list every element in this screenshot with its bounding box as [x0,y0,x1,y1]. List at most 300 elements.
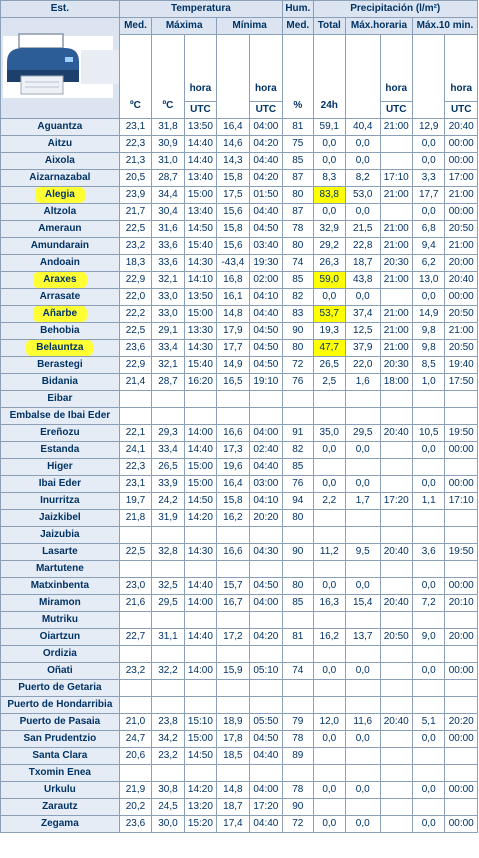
precip-max-10min-time: 17:00 [445,170,478,187]
col-temperatura: Temperatura [119,1,282,18]
station-name: Txomin Enea [1,765,120,782]
precip-max-hour [346,765,381,782]
precip-max-hour: 0,0 [346,153,381,170]
precip-max-hour-time [380,612,412,629]
hum-med: 76 [283,374,313,391]
temp-med: 21,4 [119,374,151,391]
table-row [1,374,478,391]
precip-max-10min-time: 20:50 [445,340,478,357]
temp-min: 15,6 [217,204,249,221]
precip-total: 19,3 [313,323,345,340]
table-row [1,765,478,782]
precip-max-10min: 12,9 [412,119,444,136]
temp-min: 18,5 [217,748,249,765]
precip-max-hour-time: 21:00 [380,238,412,255]
station-name: Aizarnazabal [1,170,120,187]
temp-min-time: 04:40 [249,816,282,833]
temp-min-time [249,765,282,782]
temp-min-time: 04:00 [249,425,282,442]
temp-max-time: 14:00 [184,663,216,680]
precip-max-10min-time: 21:00 [445,187,478,204]
temp-min-time [249,697,282,714]
temp-max: 33,9 [152,476,184,493]
temp-min-time [249,527,282,544]
table-row [1,714,478,731]
hum-med: 74 [283,255,313,272]
temp-med [119,561,151,578]
precip-total: 16,2 [313,629,345,646]
temp-min [217,680,249,697]
hum-med: 87 [283,170,313,187]
precip-max-hour-time: 18:00 [380,374,412,391]
station-name [1,306,120,323]
unit-min-utc: UTC [249,102,282,119]
temp-min-time: 04:40 [249,306,282,323]
precip-max-hour [346,799,381,816]
precip-max-10min [412,748,444,765]
precip-max-10min-time: 20:40 [445,272,478,289]
temp-max [152,612,184,629]
precip-max-10min: 0,0 [412,289,444,306]
unit-10-val [412,35,444,119]
station-name: Zegama [1,816,120,833]
temp-max-time: 15:20 [184,816,216,833]
precip-max-hour [346,527,381,544]
unit-total: 24h [313,35,345,119]
temp-min-time: 04:10 [249,289,282,306]
temp-med: 23,9 [119,187,151,204]
precip-total: 29,2 [313,238,345,255]
temp-max: 29,5 [152,595,184,612]
precip-max-10min [412,391,444,408]
station-name: Bidania [1,374,120,391]
table-row [1,646,478,663]
col-hum-med: Med. [283,18,313,35]
hum-med: 80 [283,578,313,595]
table-row [1,476,478,493]
temp-max [152,765,184,782]
precip-max-hour-time [380,561,412,578]
precip-total: 59,0 [313,272,345,289]
table-row [1,306,478,323]
precip-max-10min [412,612,444,629]
temp-max: 33,6 [152,238,184,255]
precip-max-10min: 0,0 [412,578,444,595]
temp-min-time: 04:50 [249,357,282,374]
precip-total: 0,0 [313,663,345,680]
col-temp-max: Máxima [152,18,217,35]
precip-max-10min-time: 20:00 [445,255,478,272]
temp-max-time: 14:30 [184,255,216,272]
table-row [1,204,478,221]
temp-max: 33,4 [152,442,184,459]
precip-max-hour [346,680,381,697]
hum-med: 89 [283,748,313,765]
precip-max-hour: 22,8 [346,238,381,255]
precip-max-10min: 9,4 [412,238,444,255]
unit-hum: % [283,35,313,119]
temp-max-time: 14:40 [184,136,216,153]
temp-max: 30,0 [152,816,184,833]
hum-med: 85 [283,272,313,289]
temp-max: 24,5 [152,799,184,816]
precip-max-hour-time: 20:40 [380,425,412,442]
temp-min: 18,7 [217,799,249,816]
table-row [1,595,478,612]
temp-med: 22,3 [119,136,151,153]
precip-max-10min-time: 17:50 [445,374,478,391]
station-name: Behobia [1,323,120,340]
station-name: Martutene [1,561,120,578]
precip-max-hour-time: 21:00 [380,323,412,340]
temp-med [119,680,151,697]
table-row [1,221,478,238]
temp-min-time: 04:00 [249,782,282,799]
precip-max-hour [346,561,381,578]
precip-max-hour-time: 21:00 [380,340,412,357]
temp-min-time: 04:50 [249,578,282,595]
temp-max-time: 13:50 [184,119,216,136]
unit-hor-utc: UTC [380,102,412,119]
temp-min-time: 05:10 [249,663,282,680]
hum-med: 75 [283,136,313,153]
temp-max-time: 14:40 [184,442,216,459]
precip-max-hour: 37,4 [346,306,381,323]
temp-max-time: 14:40 [184,153,216,170]
station-name: Ibai Eder [1,476,120,493]
table-row [1,408,478,425]
hum-med: 78 [283,731,313,748]
hum-med: 72 [283,816,313,833]
precip-max-10min-time: 00:00 [445,136,478,153]
precip-max-hour: 21,5 [346,221,381,238]
table-row [1,323,478,340]
station-name: Puerto de Hondarribia [1,697,120,714]
precip-max-hour: 0,0 [346,816,381,833]
temp-med: 22,5 [119,544,151,561]
precip-max-hour-time: 21:00 [380,187,412,204]
hum-med [283,680,313,697]
temp-max-time [184,680,216,697]
temp-max [152,561,184,578]
hum-med [283,391,313,408]
precip-max-10min-time: 00:00 [445,663,478,680]
precip-max-hour-time [380,510,412,527]
temp-med: 18,3 [119,255,151,272]
temp-max: 32,8 [152,544,184,561]
station-name: Jaizubia [1,527,120,544]
temp-max: 34,4 [152,187,184,204]
temp-max: 33,6 [152,255,184,272]
temp-min-time: 04:10 [249,493,282,510]
precip-max-hour-time: 21:00 [380,272,412,289]
temp-min: 16,6 [217,544,249,561]
hum-med: 87 [283,204,313,221]
table-row [1,153,478,170]
temp-min-time: 04:00 [249,119,282,136]
precip-max-10min: 8,5 [412,357,444,374]
temp-max-time [184,612,216,629]
temp-min-time [249,646,282,663]
precip-max-10min-time: 20:50 [445,306,478,323]
precip-max-10min-time: 00:00 [445,204,478,221]
station-name: Puerto de Pasaia [1,714,120,731]
temp-max-time [184,391,216,408]
temp-max-time: 14:20 [184,510,216,527]
col-est: Est. [1,1,120,18]
temp-min: 17,3 [217,442,249,459]
temp-min-time: 04:40 [249,748,282,765]
table-row [1,782,478,799]
hum-med: 82 [283,442,313,459]
temp-max-time: 13:20 [184,799,216,816]
precip-max-hour-time [380,765,412,782]
hum-med [283,408,313,425]
precip-max-10min [412,765,444,782]
temp-med: 23,6 [119,816,151,833]
temp-min-time: 04:20 [249,136,282,153]
precip-max-10min-time [445,510,478,527]
station-name-highlight: Araxes [33,272,86,288]
temp-max: 31,1 [152,629,184,646]
hum-med: 81 [283,629,313,646]
station-name: Aguantza [1,119,120,136]
station-name [1,187,120,204]
precip-max-10min-time: 19:40 [445,357,478,374]
table-row [1,136,478,153]
precip-max-hour: 1,7 [346,493,381,510]
hum-med [283,561,313,578]
precip-max-hour: 0,0 [346,731,381,748]
precip-max-hour: 8,2 [346,170,381,187]
table-row [1,748,478,765]
temp-med [119,391,151,408]
temp-max: 26,5 [152,459,184,476]
temp-min [217,561,249,578]
precip-max-hour-time [380,442,412,459]
station-name-highlight: Belauntza [26,340,93,356]
temp-min: 15,9 [217,663,249,680]
temp-med: 22,1 [119,425,151,442]
precip-total: 0,0 [313,816,345,833]
precip-total: 26,5 [313,357,345,374]
precip-max-hour-time [380,408,412,425]
temp-max-time: 14:50 [184,221,216,238]
station-name: Berastegi [1,357,120,374]
station-name: Aixola [1,153,120,170]
temp-min: 17,7 [217,340,249,357]
hum-med: 80 [283,340,313,357]
unit-med: ºC [119,35,151,119]
hum-med: 74 [283,663,313,680]
station-name: Miramon [1,595,120,612]
precip-max-hour: 0,0 [346,136,381,153]
precip-max-10min-time: 00:00 [445,476,478,493]
temp-min-time: 04:30 [249,544,282,561]
temp-med: 20,6 [119,748,151,765]
precip-max-hour [346,697,381,714]
temp-min-time: 19:10 [249,374,282,391]
precip-max-10min: 10,5 [412,425,444,442]
precip-max-10min-time [445,408,478,425]
table-row [1,799,478,816]
temp-med [119,612,151,629]
precip-total: 11,2 [313,544,345,561]
precip-max-hour [346,459,381,476]
station-name-highlight: Alegia [35,187,85,203]
station-name: Mutriku [1,612,120,629]
temp-min: 17,2 [217,629,249,646]
precip-total [313,748,345,765]
unit-hor-val [346,35,381,119]
precip-max-10min: 6,2 [412,255,444,272]
temp-max: 28,7 [152,374,184,391]
temp-med: 22,5 [119,323,151,340]
precip-max-hour: 15,4 [346,595,381,612]
temp-min-time [249,561,282,578]
temp-min: 15,7 [217,578,249,595]
temp-max-time: 14:40 [184,629,216,646]
precip-max-10min: 7,2 [412,595,444,612]
station-name: Eibar [1,391,120,408]
precip-max-10min: 9,8 [412,340,444,357]
temp-med: 22,9 [119,272,151,289]
table-row [1,527,478,544]
temp-med [119,765,151,782]
temp-max-time [184,765,216,782]
station-name: Higer [1,459,120,476]
precip-max-10min-time: 19:50 [445,425,478,442]
station-name [1,272,120,289]
precip-max-hour: 0,0 [346,578,381,595]
temp-min: 15,8 [217,170,249,187]
temp-med: 21,6 [119,595,151,612]
precip-max-10min-time [445,646,478,663]
precip-total [313,510,345,527]
precip-max-hour-time [380,748,412,765]
precip-max-hour-time [380,459,412,476]
print-button[interactable] [1,18,120,119]
precip-max-hour: 0,0 [346,204,381,221]
precip-total [313,527,345,544]
temp-min-time: 05:50 [249,714,282,731]
precip-total: 2,2 [313,493,345,510]
temp-min: 14,6 [217,136,249,153]
station-name: Jaizkibel [1,510,120,527]
precip-max-hour: 13,7 [346,629,381,646]
precip-max-10min: 0,0 [412,782,444,799]
precip-max-hour-time [380,578,412,595]
temp-med [119,646,151,663]
temp-max: 30,9 [152,136,184,153]
precip-max-10min: 0,0 [412,476,444,493]
temp-med: 21,0 [119,714,151,731]
precip-max-hour: 0,0 [346,442,381,459]
hum-med [283,765,313,782]
temp-min [217,408,249,425]
table-row [1,731,478,748]
precip-max-10min [412,680,444,697]
precip-max-10min-time: 21:00 [445,323,478,340]
temp-max: 23,2 [152,748,184,765]
station-name: Ordizia [1,646,120,663]
precip-max-hour-time: 20:50 [380,629,412,646]
temp-med: 22,9 [119,357,151,374]
temp-min-time: 04:20 [249,629,282,646]
unit-10-hora: hora [445,35,478,102]
temp-max-time: 15:00 [184,459,216,476]
table-row [1,289,478,306]
unit-min [217,35,249,119]
station-name: Ereñozu [1,425,120,442]
precip-max-10min [412,646,444,663]
temp-min: -43,4 [217,255,249,272]
precip-max-hour: 1,6 [346,374,381,391]
temp-max: 31,8 [152,119,184,136]
station-name: Zarautz [1,799,120,816]
precip-max-10min: 9,8 [412,323,444,340]
temp-med: 22,0 [119,289,151,306]
precip-max-10min-time [445,765,478,782]
hum-med: 78 [283,782,313,799]
temp-min [217,527,249,544]
station-name: Matxinbenta [1,578,120,595]
temp-min-time [249,408,282,425]
precip-max-hour: 22,0 [346,357,381,374]
col-temp-min: Mínima [217,18,283,35]
precip-total [313,561,345,578]
temp-min-time: 04:40 [249,459,282,476]
temp-min: 16,1 [217,289,249,306]
precip-max-hour-time [380,697,412,714]
precip-total [313,697,345,714]
temp-min-time: 04:50 [249,323,282,340]
temp-min: 16,6 [217,425,249,442]
hum-med [283,527,313,544]
temp-min-time: 04:20 [249,170,282,187]
temp-max-time: 15:10 [184,714,216,731]
table-row [1,493,478,510]
unit-hor-hora: hora [380,35,412,102]
hum-med: 81 [283,119,313,136]
col-total: Total [313,18,345,35]
temp-min: 16,7 [217,595,249,612]
precip-max-10min-time [445,459,478,476]
station-name: Estanda [1,442,120,459]
precip-max-hour: 0,0 [346,663,381,680]
precip-max-hour: 11,6 [346,714,381,731]
precip-max-10min: 6,8 [412,221,444,238]
precip-max-hour-time [380,799,412,816]
hum-med: 85 [283,459,313,476]
table-row [1,680,478,697]
temp-min: 18,9 [217,714,249,731]
hum-med: 83 [283,306,313,323]
temp-med: 21,8 [119,510,151,527]
printer-icon[interactable] [3,28,119,103]
precip-total [313,391,345,408]
precip-total: 0,0 [313,204,345,221]
temp-min-time: 04:00 [249,595,282,612]
temp-min-time: 04:50 [249,340,282,357]
temp-med: 21,7 [119,204,151,221]
precip-max-hour-time [380,391,412,408]
table-row [1,170,478,187]
temp-med [119,527,151,544]
temp-max: 33,4 [152,340,184,357]
temp-max: 34,2 [152,731,184,748]
hum-med [283,646,313,663]
